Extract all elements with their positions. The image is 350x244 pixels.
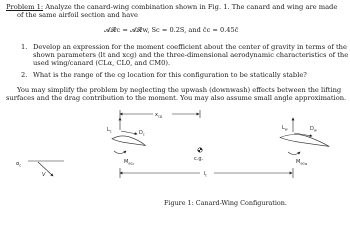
canard-moment-arrow <box>114 151 126 154</box>
given-relations: 𝓐𝓡c = 𝓐𝓡w, Sc = 0.2S, and c̄c = 0.45c̄ <box>104 26 239 34</box>
lt-label: $l_t$ <box>204 171 207 178</box>
x-cg-dimension <box>120 110 200 119</box>
canard-drag-arrow <box>121 131 137 134</box>
wing-moment-label: $M_{ac}w$ <box>296 159 308 166</box>
item-1-line2: shown parameters (lt and xcg) and the three-dimensional aerodynamic characteristics of the <box>33 51 349 59</box>
canard-airfoil <box>107 118 146 166</box>
x-cg-label: $x_{cg}$ <box>155 112 163 119</box>
figure-caption: Figure 1: Canard-Wing Configuration. <box>164 199 287 207</box>
center-of-gravity <box>194 148 204 162</box>
problem-heading: Problem 1: <box>6 3 44 11</box>
problem-intro-line1-rest: Analyze the canard-wing combination shown in Fig. 1. The canard and wing are made <box>45 3 338 11</box>
wing-lift-label: $L_w$ <box>282 125 288 132</box>
alpha-label: $\alpha_c$ <box>16 161 22 168</box>
wing-airfoil <box>280 118 331 166</box>
wing-drag-label: $D_w$ <box>310 126 317 133</box>
item-2-line1: What is the range of the cg location for this configuration to be statically stable? <box>33 71 307 79</box>
item-1-number: 1. <box>21 43 28 51</box>
item-2-number: 2. <box>21 71 28 79</box>
velocity-arrow <box>38 162 53 176</box>
wing-moment-arrow <box>288 152 300 155</box>
cg-label: c.g. <box>194 156 204 162</box>
canard-drag-label: $D_c$ <box>139 130 145 137</box>
canard-lift-label: $L_c$ <box>107 127 112 134</box>
item-1-line3: used wing/canard (CLα, CL0, and CM0). <box>33 59 171 67</box>
problem-intro-line2: of the same airfoil section and have <box>17 11 138 19</box>
lt-dimension <box>120 168 293 178</box>
note-line1: You may simplify the problem by neglecting the upwash (downwash) effects between the lifting <box>17 86 342 94</box>
canard-moment-label: $M_{ac}c$ <box>124 159 135 166</box>
freestream <box>16 161 64 178</box>
item-1-line1: Develop an expression for the moment coefficient about the center of gravity in terms of the <box>33 43 347 51</box>
velocity-label: V <box>42 172 46 178</box>
note-line2: surfaces and the drag contribution to the moment. You may also assume small angle approximation. <box>6 94 347 102</box>
